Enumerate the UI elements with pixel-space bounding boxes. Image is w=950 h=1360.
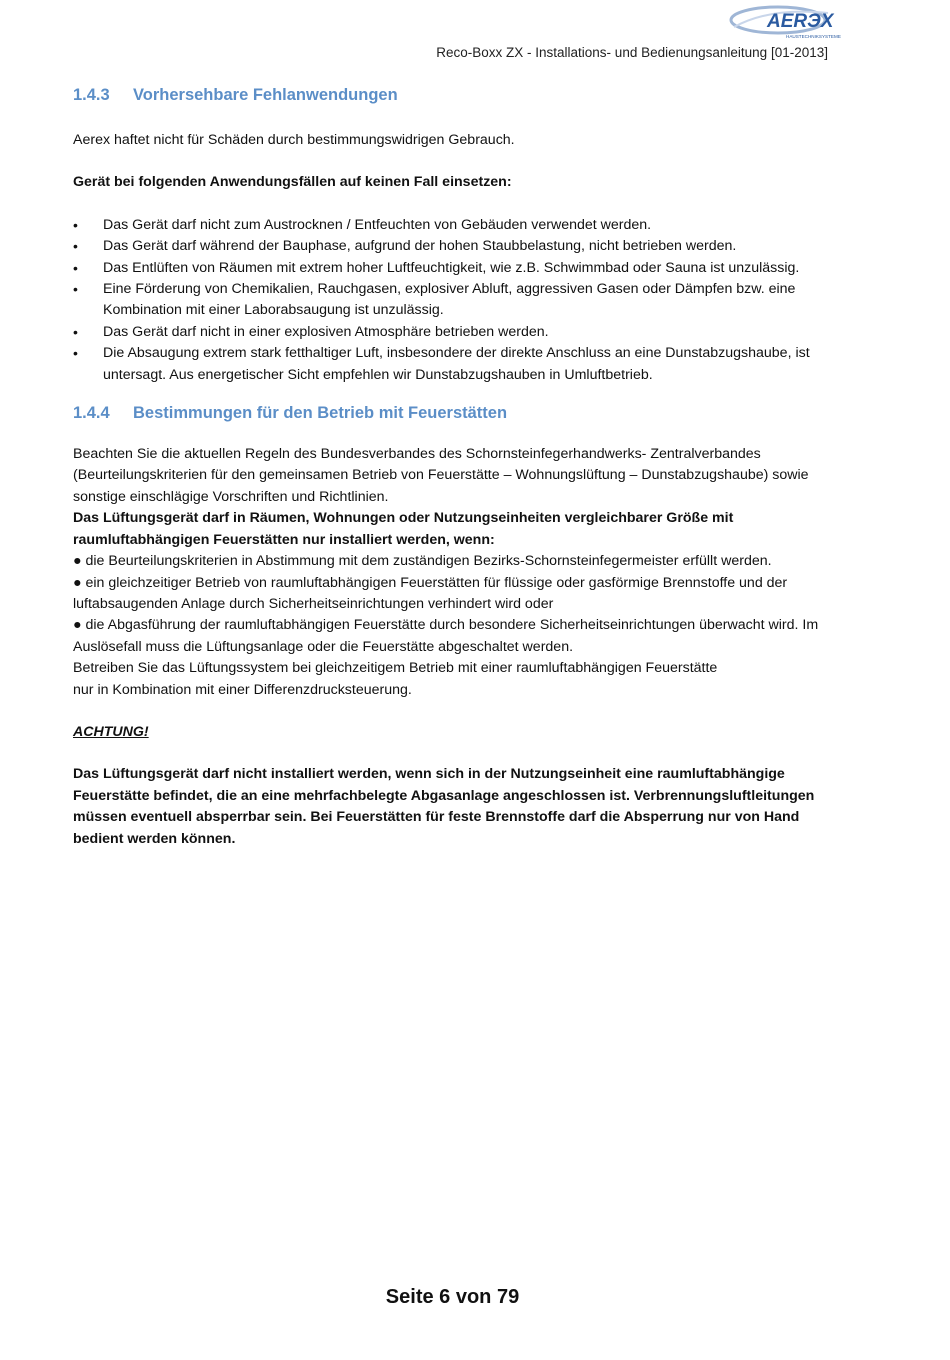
aerex-logo [730,5,841,41]
svg-text:AERЭX: AERЭX [767,11,834,32]
svg-text:HAUSTECHNIKSYSTEME: HAUSTECHNIKSYSTEME [786,34,841,39]
condition-item: ● die Beurteilungskriterien in Abstimmung mit dem zuständigen Bezirks-Schornsteinfegermeister erfüllt werden. [73,553,772,570]
section-heading-1-4-4 [73,400,843,426]
warning-text: Das Lüftungsgerät darf nicht installiert werden, wenn sich in der Nutzungseinheit eine raumluftabhängige Feuerstätte befindet, die an eine mehrfachbelegte Abgasanlage angeschlossen ist. Verbrennungsluftleitungen müssen eventuell absperrbar sein. Bei Feuerstätten für feste Brennstoffe darf die Absperrung nur von Hand bedient werden können. [73,766,815,847]
condition-item: ● ein gleichzeitiger Betrieb von raumluftabhängigen Feuerstätten für flüssige oder gasförmige Brennstoffe und der luftabsaugenden Anlage durch Sicherheitseinrichtungen verhindert wird oder [73,574,788,612]
list-item: • Eine Förderung von Chemikalien, Rauchgasen, explosiver Abluft, aggressiven Gasen oder Dämpfen bzw. eine Kombination mit einer Laborabsaugung ist unzulässig. [73,279,843,322]
section-title: Vorhersehbare Fehlanwendungen [133,86,398,104]
main-content [73,82,843,850]
installation-condition-lead: Das Lüftungsgerät darf in Räumen, Wohnungen oder Nutzungseinheiten vergleichbarer Größe mit raumluftabhängigen Feuerstätten nur installiert werden, wenn: [73,510,734,548]
warning-title: ACHTUNG! [73,723,149,740]
section-heading-1-4-3 [73,82,843,108]
section-number: 1.4.4 [73,404,110,423]
document-header-title: Reco-Boxx ZX - Installations- und Bedienungsanleitung [01-2013] [436,45,828,60]
page-number: Seite 6 von 79 [385,1286,520,1308]
liability-paragraph: Aerex haftet nicht für Schäden durch bestimmungswidrigen Gebrauch. [73,132,515,148]
list-item: • Die Absaugung extrem stark fetthaltiger Luft, insbesondere der direkte Anschluss an eine Dunstabzugshaube, ist untersagt. Aus energetischer Sicht empfehlen wir Dunstabzugshauben in Umluftbetrieb. [73,343,843,386]
misuse-list [73,215,843,386]
section-title: Bestimmungen für den Betrieb mit Feuerstätten [133,404,508,423]
usage-lead-text: Gerät bei folgenden Anwendungsfällen auf keinen Fall einsetzen: [73,174,512,191]
list-item: • Das Entlüften von Räumen mit extrem hoher Luftfeuchtigkeit, wie z.B. Schwimmbad oder Sauna ist unzulässig. [73,258,843,279]
operation-note-line-2: nur in Kombination mit einer Differenzdrucksteuerung. [73,681,412,698]
operation-note-line-1: Betreiben Sie das Lüftungssystem bei gleichzeitigem Betrieb mit einer raumluftabhängigen Feuerstätte [73,660,718,677]
list-item: • Das Gerät darf nicht zum Austrocknen / Entfeuchten von Gebäuden verwendet werden. [73,215,843,236]
condition-item: ● die Abgasführung der raumluftabhängigen Feuerstätte durch besondere Sicherheitseinrichtungen überwacht wird. Im Auslösefall muss die Lüftungsanlage oder die Feuerstätte abgeschaltet werden. [73,617,819,655]
regulations-paragraph: Beachten Sie die aktuellen Regeln des Bundesverbandes des Schornsteinfegerhandwerks- Zentralverbandes (Beurteilungskriterien für den gemeinsamen Betrieb von Feuerstätte – Wohnungslüftung – Dunstabzugshaube) sowie sonstige einschlägige Vorschriften und Richtlinien. [73,446,809,505]
section-number: 1.4.3 [73,86,110,104]
list-item: • Das Gerät darf während der Bauphase, aufgrund der hohen Staubbelastung, nicht betrieben werden. [73,236,843,257]
list-item: • Das Gerät darf nicht in einer explosiven Atmosphäre betrieben werden. [73,322,843,343]
